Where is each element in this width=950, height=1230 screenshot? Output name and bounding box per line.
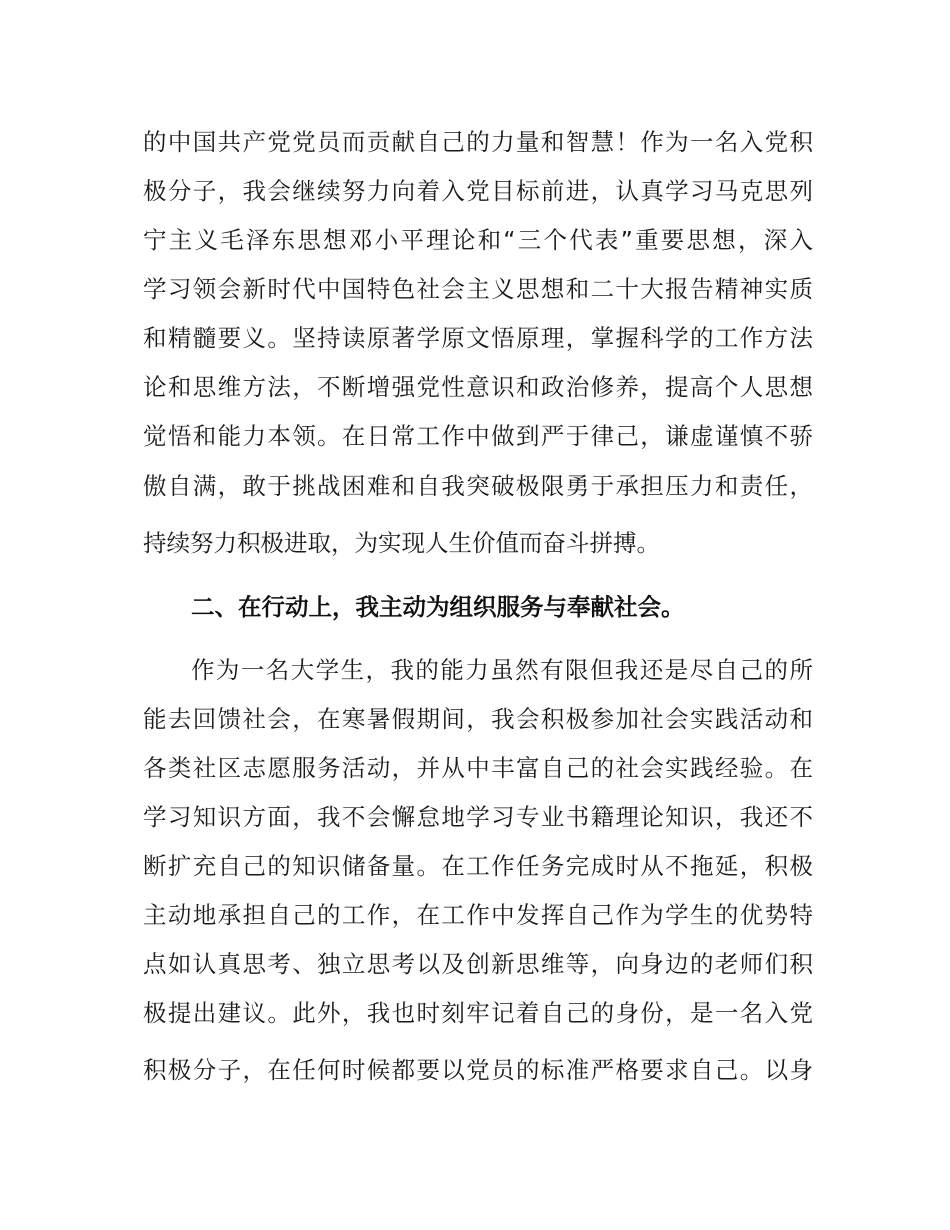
paragraph-line: 点如认真思考、独立思考以及创新思维等，向身边的老师们积 <box>143 950 813 978</box>
paragraph-line: 极提出建议。此外，我也时刻牢记着自己的身份，是一名入党 <box>143 999 813 1027</box>
paragraph-line: 和精髓要义。坚持读原著学原文悟原理，掌握科学的工作方法 <box>143 324 813 352</box>
paragraph-line: 持续努力积极进取，为实现人生价值而奋斗拼搏。 <box>143 529 660 557</box>
section-heading: 二、在行动上，我主动为组织服务与奉献社会。 <box>191 593 685 621</box>
paragraph-line: 作为一名大学生，我的能力虽然有限但我还是尽自己的所 <box>191 656 813 684</box>
paragraph-line: 主动地承担自己的工作，在工作中发挥自己作为学生的优势特 <box>143 901 813 929</box>
paragraph-line: 傲自满，敢于挑战困难和自我突破极限勇于承担压力和责任， <box>143 472 813 500</box>
paragraph-line: 各类社区志愿服务活动，并从中丰富自己的社会实践经验。在 <box>143 754 813 782</box>
paragraph-line: 断扩充自己的知识储备量。在工作任务完成时从不拖延，积极 <box>143 852 813 880</box>
paragraph-line: 宁主义毛泽东思想邓小平理论和“三个代表”重要思想，深入 <box>143 226 813 254</box>
paragraph-line: 能去回馈社会，在寒暑假期间，我会积极参加社会实践活动和 <box>143 705 813 733</box>
paragraph-line: 极分子，我会继续努力向着入党目标前进，认真学习马克思列 <box>143 177 813 205</box>
paragraph-line: 的中国共产党党员而贡献自己的力量和智慧！作为一名入党积 <box>143 128 813 156</box>
paragraph-line: 论和思维方法，不断增强党性意识和政治修养，提高个人思想 <box>143 373 813 401</box>
paragraph-line: 觉悟和能力本领。在日常工作中做到严于律己，谦虚谨慎不骄 <box>143 422 813 450</box>
paragraph-line: 学习知识方面，我不会懈怠地学习专业书籍理论知识，我还不 <box>143 803 813 831</box>
paragraph-line: 积极分子，在任何时候都要以党员的标准严格要求自己。以身 <box>143 1056 813 1084</box>
paragraph-line: 学习领会新时代中国特色社会主义思想和二十大报告精神实质 <box>143 275 813 303</box>
